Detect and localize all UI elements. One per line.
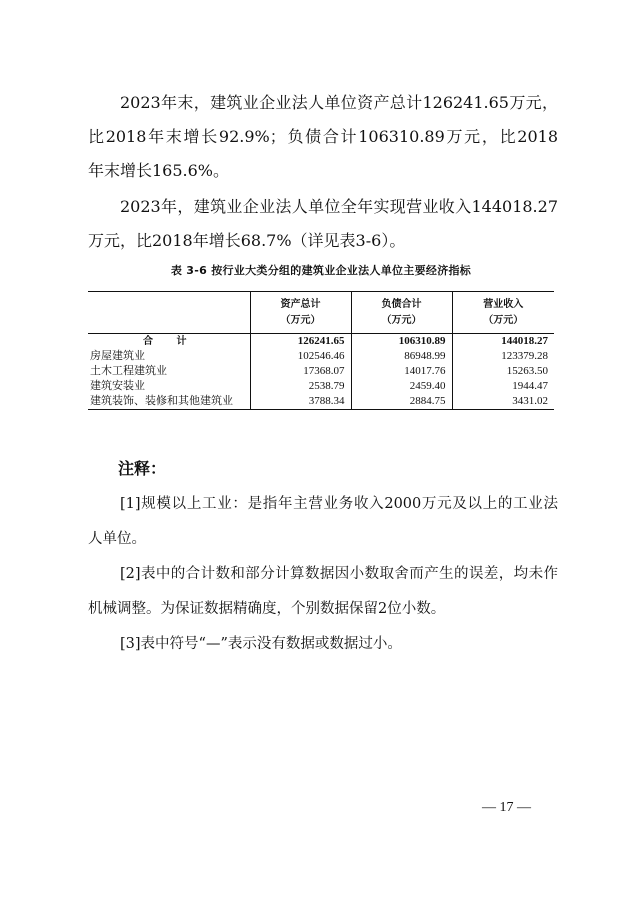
table-row	[88, 349, 554, 364]
paragraph-line: 万元，比2018年增长68.7%（详见表3-6）。	[88, 231, 406, 250]
table-row	[88, 394, 554, 410]
header-assets	[250, 292, 351, 334]
header-label: 负债合计	[381, 298, 422, 310]
cell-liabilities: 2459.40	[351, 379, 452, 394]
cell-assets: 126241.65	[250, 334, 351, 350]
header-unit: （万元）	[280, 314, 321, 326]
table-row-total	[88, 334, 554, 350]
cell-assets: 3788.34	[250, 394, 351, 410]
page-number: — 17 —	[482, 800, 531, 815]
row-label: 建筑装饰、装修和其他建筑业	[88, 394, 250, 410]
cell-revenue: 123379.28	[452, 349, 554, 364]
cell-revenue: 144018.27	[452, 334, 554, 350]
cell-liabilities: 86948.99	[351, 349, 452, 364]
paragraph-line: 比2018年末增长92.9%；负债合计106310.89万元，比2018	[88, 127, 558, 146]
header-unit: （万元）	[381, 314, 422, 326]
note-line: [2]表中的合计数和部分计算数据因小数取舍而产生的误差，均未作	[120, 566, 558, 582]
paragraph-line: 2023年，建筑业企业法人单位全年实现营业收入144018.27	[120, 197, 558, 216]
table-row	[88, 379, 554, 394]
row-label: 土木工程建筑业	[90, 365, 167, 377]
header-unit: （万元）	[483, 314, 524, 326]
table-row	[88, 364, 554, 379]
economic-indicators-table	[88, 291, 554, 410]
table-caption: 表 3-6 按行业大类分组的建筑业企业法人单位主要经济指标	[170, 264, 472, 277]
cell-revenue: 1944.47	[452, 379, 554, 394]
header-blank-cell	[88, 292, 250, 334]
cell-assets: 17368.07	[250, 364, 351, 379]
note-line: [1]规模以上工业：是指年主营业务收入2000万元及以上的工业法	[120, 496, 558, 512]
cell-assets: 2538.79	[250, 379, 351, 394]
paragraph-line: 年末增长165.6%。	[88, 161, 230, 180]
body-paragraph-assets	[88, 86, 558, 188]
body-paragraph-revenue	[88, 190, 558, 258]
header-liabilities	[351, 292, 452, 334]
cell-liabilities: 14017.76	[351, 364, 452, 379]
header-label: 资产总计	[280, 298, 321, 310]
header-label: 营业收入	[483, 298, 524, 310]
row-label: 合 计	[143, 336, 197, 347]
row-label: 建筑安装业	[90, 380, 145, 392]
table-header-row	[88, 292, 554, 334]
cell-assets: 102546.46	[250, 349, 351, 364]
cell-revenue: 3431.02	[452, 394, 554, 410]
cell-liabilities: 106310.89	[351, 334, 452, 350]
row-label: 房屋建筑业	[90, 350, 145, 362]
note-line: 机械调整。为保证数据精确度，个别数据保留2位小数。	[88, 601, 446, 617]
cell-liabilities: 2884.75	[351, 394, 452, 410]
notes-section	[88, 487, 558, 662]
paragraph-line: 2023年末，建筑业企业法人单位资产总计126241.65万元，	[120, 93, 558, 112]
cell-revenue: 15263.50	[452, 364, 554, 379]
header-revenue	[452, 292, 554, 334]
note-line: [3]表中符号“—”表示没有数据或数据过小。	[120, 636, 402, 652]
note-line: 人单位。	[88, 531, 146, 547]
notes-heading: 注释：	[118, 459, 167, 478]
